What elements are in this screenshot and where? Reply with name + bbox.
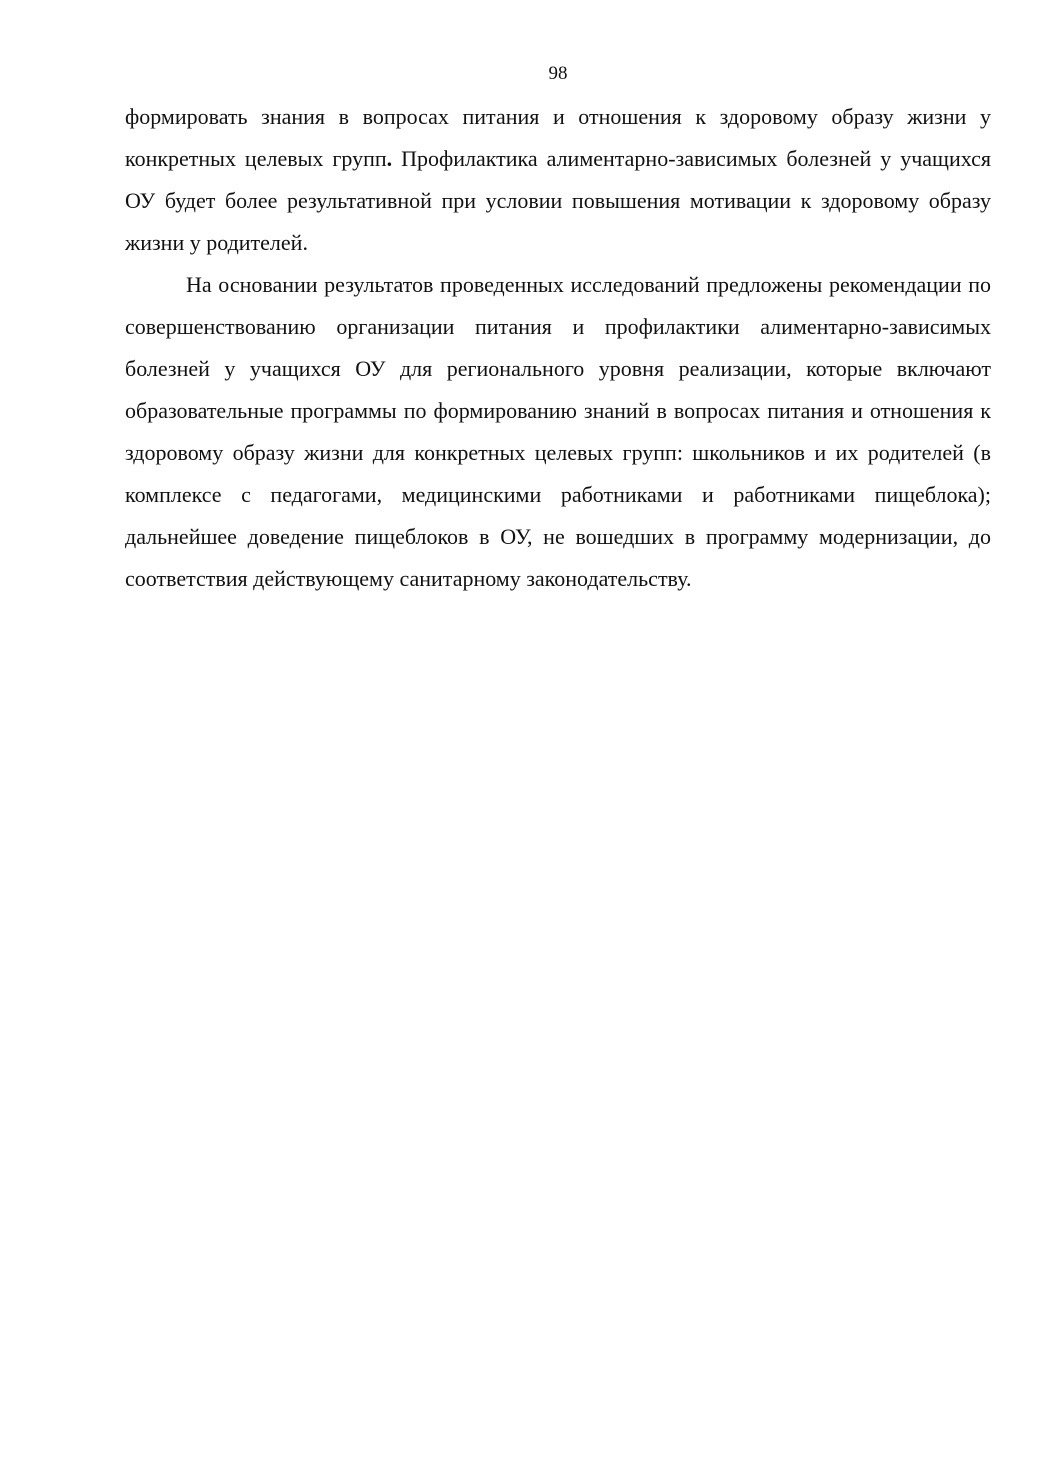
paragraph-continuation: [125, 96, 991, 264]
paragraph-text-part-1: формировать знания в вопросах питания и отношения к здоровому образу жизни у конкретных целевых групп: [125, 104, 991, 171]
paragraph-text-part-2: Профилактика алиментарно-зависимых болезней у учащихся ОУ будет более результативной при условии повышения мотивации к здоровому образу жизни у родителей.: [125, 146, 991, 255]
body-text: [125, 96, 991, 600]
bold-period: .: [386, 146, 393, 171]
paragraph-recommendations: На основании результатов проведенных исследований предложены рекомендации по совершенствованию организации питания и профилактики алиментарно-зависимых болезней у учащихся ОУ для регионального уровня реализации, которые включают образовательные программы по формированию знаний в вопросах питания и отношения к здоровому образу жизни для конкретных целевых групп: школьников и их родителей (в комплексе с педагогами, медицинскими работниками и работниками пищеблока); дальнейшее доведение пищеблоков в ОУ, не вошедших в программу модернизации, до соответствия действующему санитарному законодательству.: [125, 272, 991, 591]
page-number: 98: [548, 63, 568, 84]
